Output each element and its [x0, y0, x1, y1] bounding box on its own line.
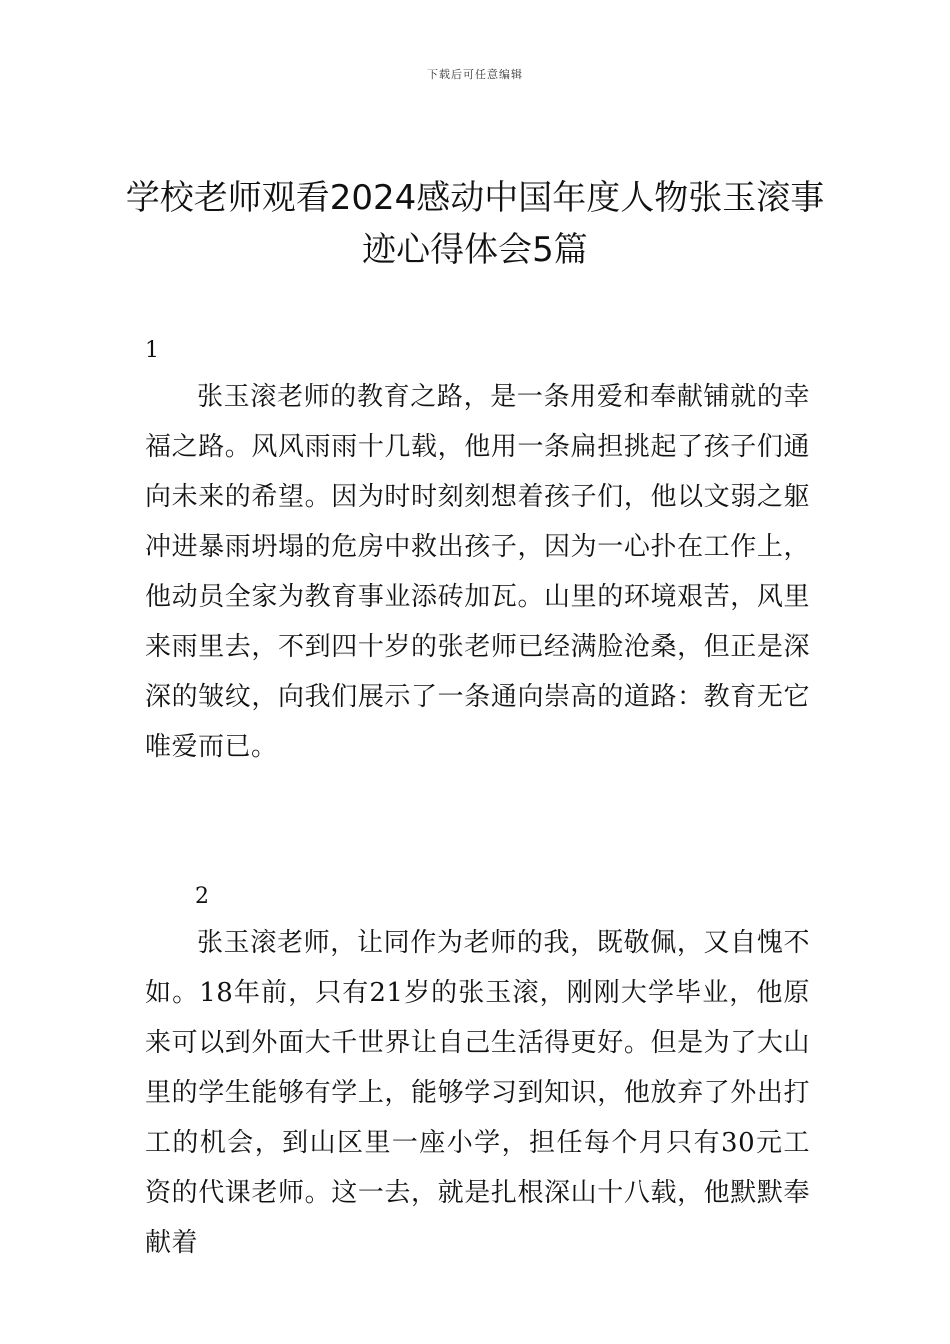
section-number: 1	[145, 338, 159, 363]
section-paragraph: 张玉滚老师的教育之路，是一条用爱和奉献铺就的幸福之路。风风雨雨十几载，他用一条扁担挑起了孩子们通向未来的希望。因为时时刻刻想着孩子们，他以文弱之躯冲进暴雨坍塌的危房中救出孩子，因为一心扑在工作上，他动员全家为教育事业添砖加瓦。山里的环境艰苦，风里来雨里去，不到四十岁的张老师已经满脸沧桑，但正是深深的皱纹，向我们展示了一条通向崇高的道路：教育无它唯爱而已。	[145, 382, 810, 762]
document-title: 学校老师观看2024感动中国年度人物张玉滚事迹心得体会5篇	[125, 178, 825, 270]
page-header-note: 下载后可任意编辑	[427, 68, 523, 81]
section-paragraph: 张玉滚老师，让同作为老师的我，既敬佩，又自愧不如。18年前，只有21岁的张玉滚，刚刚大学毕业，他原来可以到外面大千世界让自己生活得更好。但是为了大山里的学生能够有学上，能够学习到知识，他放弃了外出打工的机会，到山区里一座小学，担任每个月只有30元工资的代课老师。这一去，就是扎根深山十八载，他默默奉献着	[145, 928, 810, 1258]
section-number: 2	[195, 884, 209, 909]
